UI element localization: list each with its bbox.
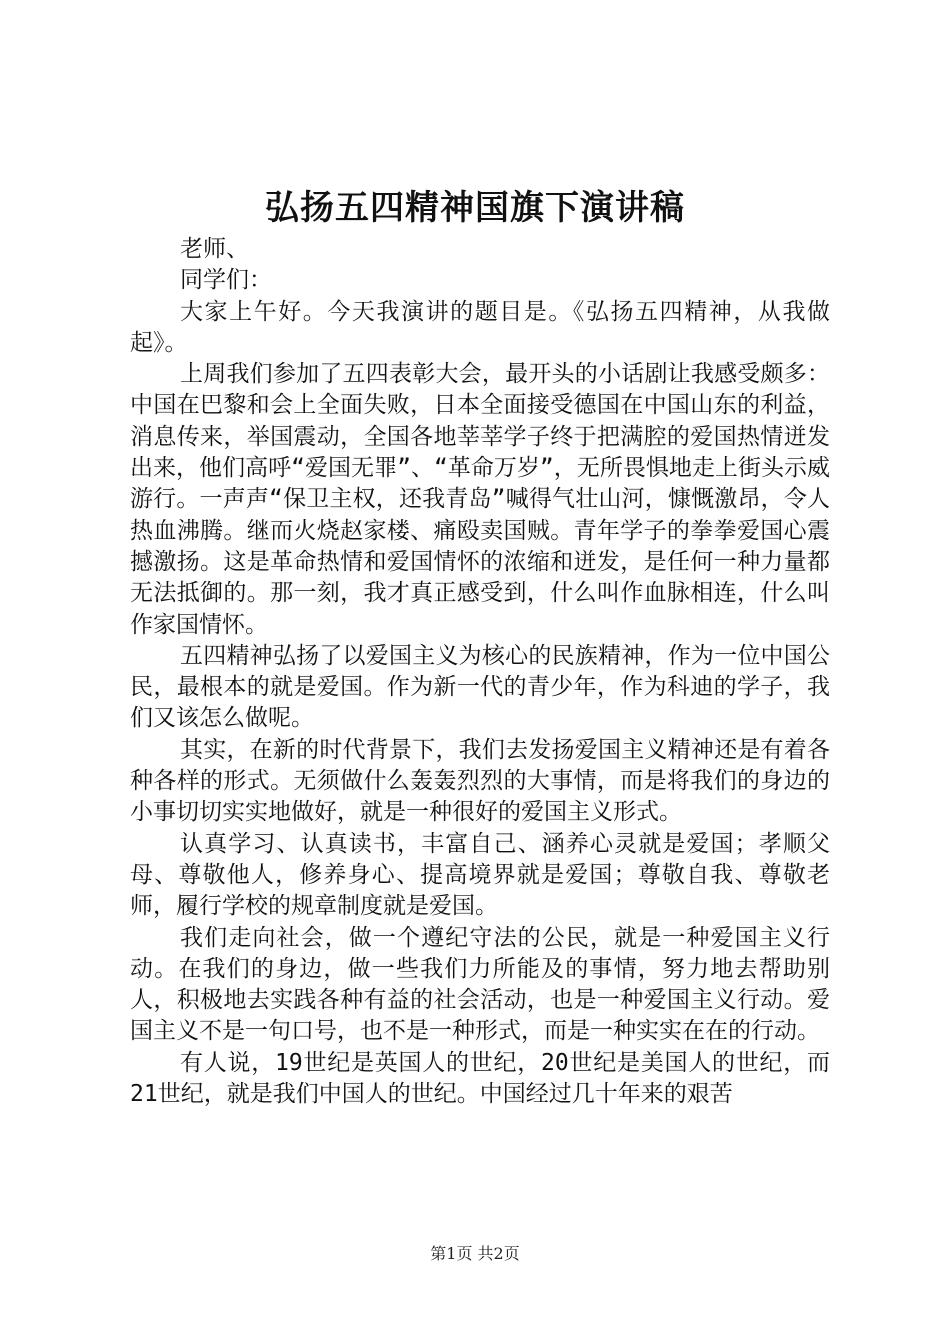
paragraph: 其实，在新的时代背景下，我们去发扬爱国主义精神还是有着各种各样的形式。无须做什么轰轰烈烈的大事情，而是将我们的身边的小事切切实实地做好，就是一种很好的爱国主义形式。: [130, 736, 830, 826]
paragraph: 大家上午好。今天我演讲的题目是。《弘扬五四精神，从我做起》。: [130, 298, 830, 356]
paragraph: 有人说，19世纪是英国人的世纪，20世纪是美国人的世纪，而21世纪，就是我们中国人的世纪。中国经过几十年来的艰苦: [130, 1049, 830, 1108]
page-title: 弘扬五四精神国旗下演讲稿: [265, 188, 685, 228]
document-body: [130, 234, 830, 1110]
paragraph: 五四精神弘扬了以爱国主义为核心的民族精神，作为一位中国公民，最根本的就是爱国。作为新一代的青少年，作为科迪的学子，我们又该怎么做呢。: [130, 642, 830, 732]
page-number: 第1页 共2页: [430, 1244, 520, 1263]
salutation-teachers: 老师、: [180, 236, 249, 262]
salutation-students: 同学们：: [180, 267, 272, 294]
paragraph: 认真学习、认真读书，丰富自己、涵养心灵就是爱国；孝顺父母、尊敬他人，修养身心、提高境界就是爱国；尊敬自我、尊敬老师，履行学校的规章制度就是爱国。: [130, 830, 830, 920]
paragraph: 我们走向社会，做一个遵纪守法的公民，就是一种爱国主义行动。在我们的身边，做一些我们力所能及的事情，努力地去帮助别人，积极地去实践各种有益的社会活动，也是一种爱国主义行动。爱国主义不是一句口号，也不是一种形式，而是一种实实在在的行动。: [130, 924, 830, 1045]
paragraph: 上周我们参加了五四表彰大会，最开头的小话剧让我感受颇多：中国在巴黎和会上全面失败，日本全面接受德国在中国山东的利益，消息传来，举国震动，全国各地莘莘学子终于把满腔的爱国热情迸发出来，他们高呼“爱国无罪”、“革命万岁”，无所畏惧地走上街头示威游行。一声声“保卫主权，还我青岛”喊得气壮山河，慷慨激昂，令人热血沸腾。继而火烧赵家楼、痛殴卖国贼。青年学子的拳拳爱国心震撼激扬。这是革命热情和爱国情怀的浓缩和迸发，是任何一种力量都无法抵御的。那一刻，我才真正感受到，什么叫作血脉相连，什么叫作家国情怀。: [130, 361, 830, 638]
